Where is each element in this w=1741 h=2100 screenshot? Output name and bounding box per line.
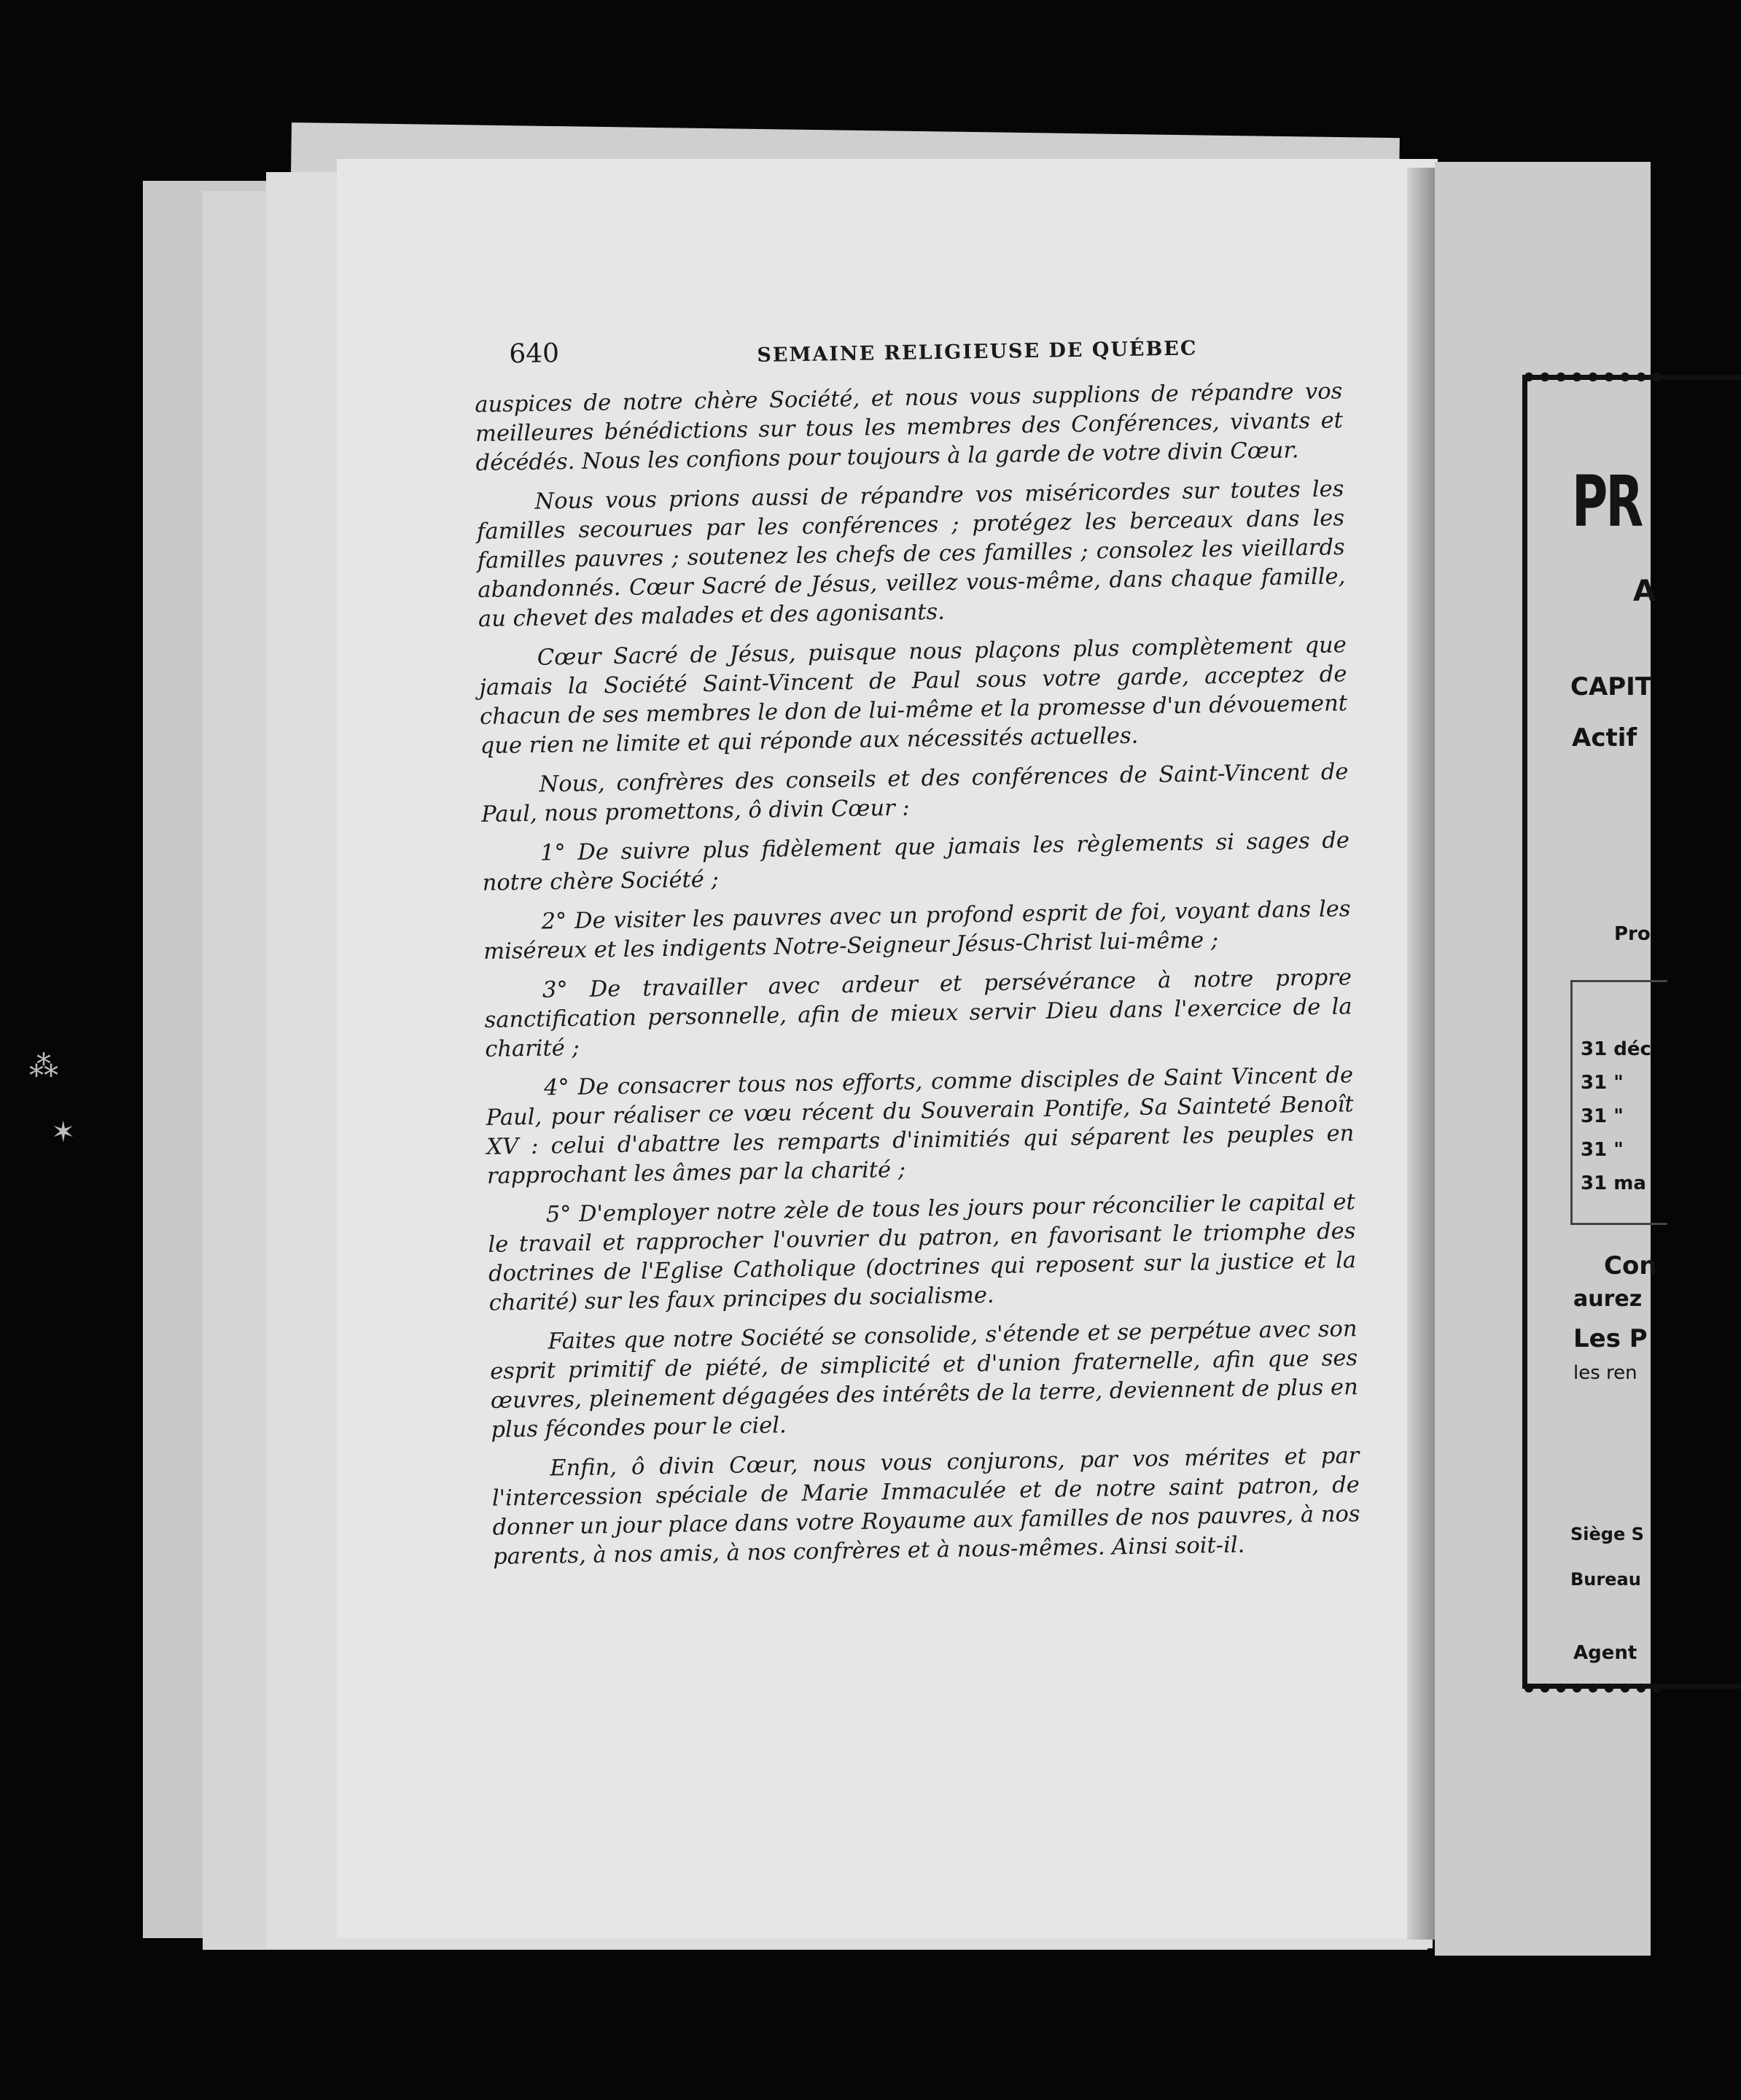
- ad-line: les ren: [1573, 1362, 1637, 1384]
- ad-line: Les P: [1573, 1324, 1648, 1353]
- paragraph: 2° De visiter les pauvres avec un profond esprit de foi, voyant dans les miséreux et les indigents Notre-Seigneur Jésus-Christ lui-même ;: [483, 896, 1351, 965]
- ad-line: Agent: [1573, 1642, 1637, 1664]
- ad-line: Actif: [1572, 723, 1637, 752]
- ad-line: aurez: [1573, 1286, 1643, 1312]
- scan-speck: ⁂: [29, 1050, 58, 1084]
- ad-table-row: 31 ": [1581, 1105, 1624, 1127]
- paragraph: Nous, confrères des conseils et des conférences de Saint-Vincent de Paul, nous promettons, ô divin Cœur :: [480, 759, 1349, 828]
- ad-title-fragment: PR: [1572, 461, 1642, 542]
- paragraph: 3° De travailler avec ardeur et persévérance à notre propre sanctification personnelle, afin de mieux servir Dieu dans l'exercice de la charité ;: [484, 965, 1352, 1062]
- paragraph: Faites que notre Société se consolide, s'étende et se perpétue avec son esprit primitif de piété, de simplicité et d'union fraternelle, afin que ses œuvres, pleinement dégagées des intérêts de la terre, deviennent de plus en plus fécondes pour le ciel.: [489, 1316, 1358, 1443]
- ad-line: A: [1633, 575, 1656, 608]
- ornamental-border-bottom: [1521, 1683, 1667, 1693]
- ad-table-row: 31 déc: [1581, 1038, 1651, 1060]
- ad-line: Bureau: [1570, 1569, 1641, 1590]
- ad-table-row: 31 ma: [1581, 1172, 1646, 1194]
- ad-line: CAPIT: [1570, 672, 1653, 701]
- paragraph: 5° D'employer notre zèle de tous les jours pour réconcilier le capital et le travail et rapprocher l'ouvrier du patron, en favorisant le triomphe des doctrines de l'Eglise Catholique (doctrines qui reposent sur la justice et la charité) sur les faux principes du socialisme.: [488, 1189, 1357, 1316]
- book-gutter: [1407, 168, 1436, 1940]
- page-text-block: [474, 326, 1361, 1582]
- scan-speck: ✶: [51, 1116, 76, 1149]
- paragraph: Nous vous prions aussi de répandre vos miséricordes sur toutes les familles secourues par les conférences ; protégez les berceaux dans les familles pauvres ; soutenez les chefs de ces familles ; consolez les vieillards abandonnés. Cœur Sacré de Jésus, veillez vous-même, dans chaque famille, au chevet des malades et des agonisants.: [476, 476, 1346, 632]
- ad-table-row: 31 ": [1581, 1072, 1624, 1094]
- ad-line: Siège S: [1570, 1524, 1644, 1544]
- running-head-title: SEMAINE RELIGIEUSE DE QUÉBEC: [757, 337, 1198, 367]
- paragraph: 4° De consacrer tous nos efforts, comme disciples de Saint Vincent de Paul, pour réaliser ce vœu récent du Souverain Pontife, Sa Sainteté Benoît XV : celui d'abattre les remparts d'inimitiés qui séparent les peuples en rapprochant les âmes par la charité ;: [486, 1062, 1355, 1189]
- paragraph: auspices de notre chère Société, et nous vous supplions de répandre vos meilleures bénédictions sur tous les membres des Conférences, vivants et décédés. Nous les confions pour toujours à la garde de votre divin Cœur.: [475, 378, 1344, 476]
- paragraph: 1° De suivre plus fidèlement que jamais les règlements si sages de notre chère Société ;: [482, 828, 1350, 896]
- facing-page: [1435, 162, 1657, 1956]
- ad-line: Pro: [1614, 923, 1651, 945]
- paragraph: Cœur Sacré de Jésus, puisque nous plaçons plus complètement que jamais la Société Saint-Vincent de Paul sous votre garde, acceptez de chacun de ses membres le don de lui-même et la promesse d'un dévouement que rien ne limite et qui réponde aux nécessités actuelles.: [479, 632, 1348, 759]
- page-number: 640: [508, 338, 560, 370]
- paragraph: Enfin, ô divin Cœur, nous vous conjurons, par vos mérites et par l'intercession spéciale de Marie Immaculée et de notre saint patron, de donner un jour place dans votre Royaume aux familles de nos pauvres, à nos parents, à nos amis, à nos confrères et à nous-mêmes. Ainsi soit-il.: [491, 1443, 1360, 1570]
- ad-table-row: 31 ": [1581, 1139, 1624, 1161]
- ad-line: Con: [1604, 1251, 1657, 1280]
